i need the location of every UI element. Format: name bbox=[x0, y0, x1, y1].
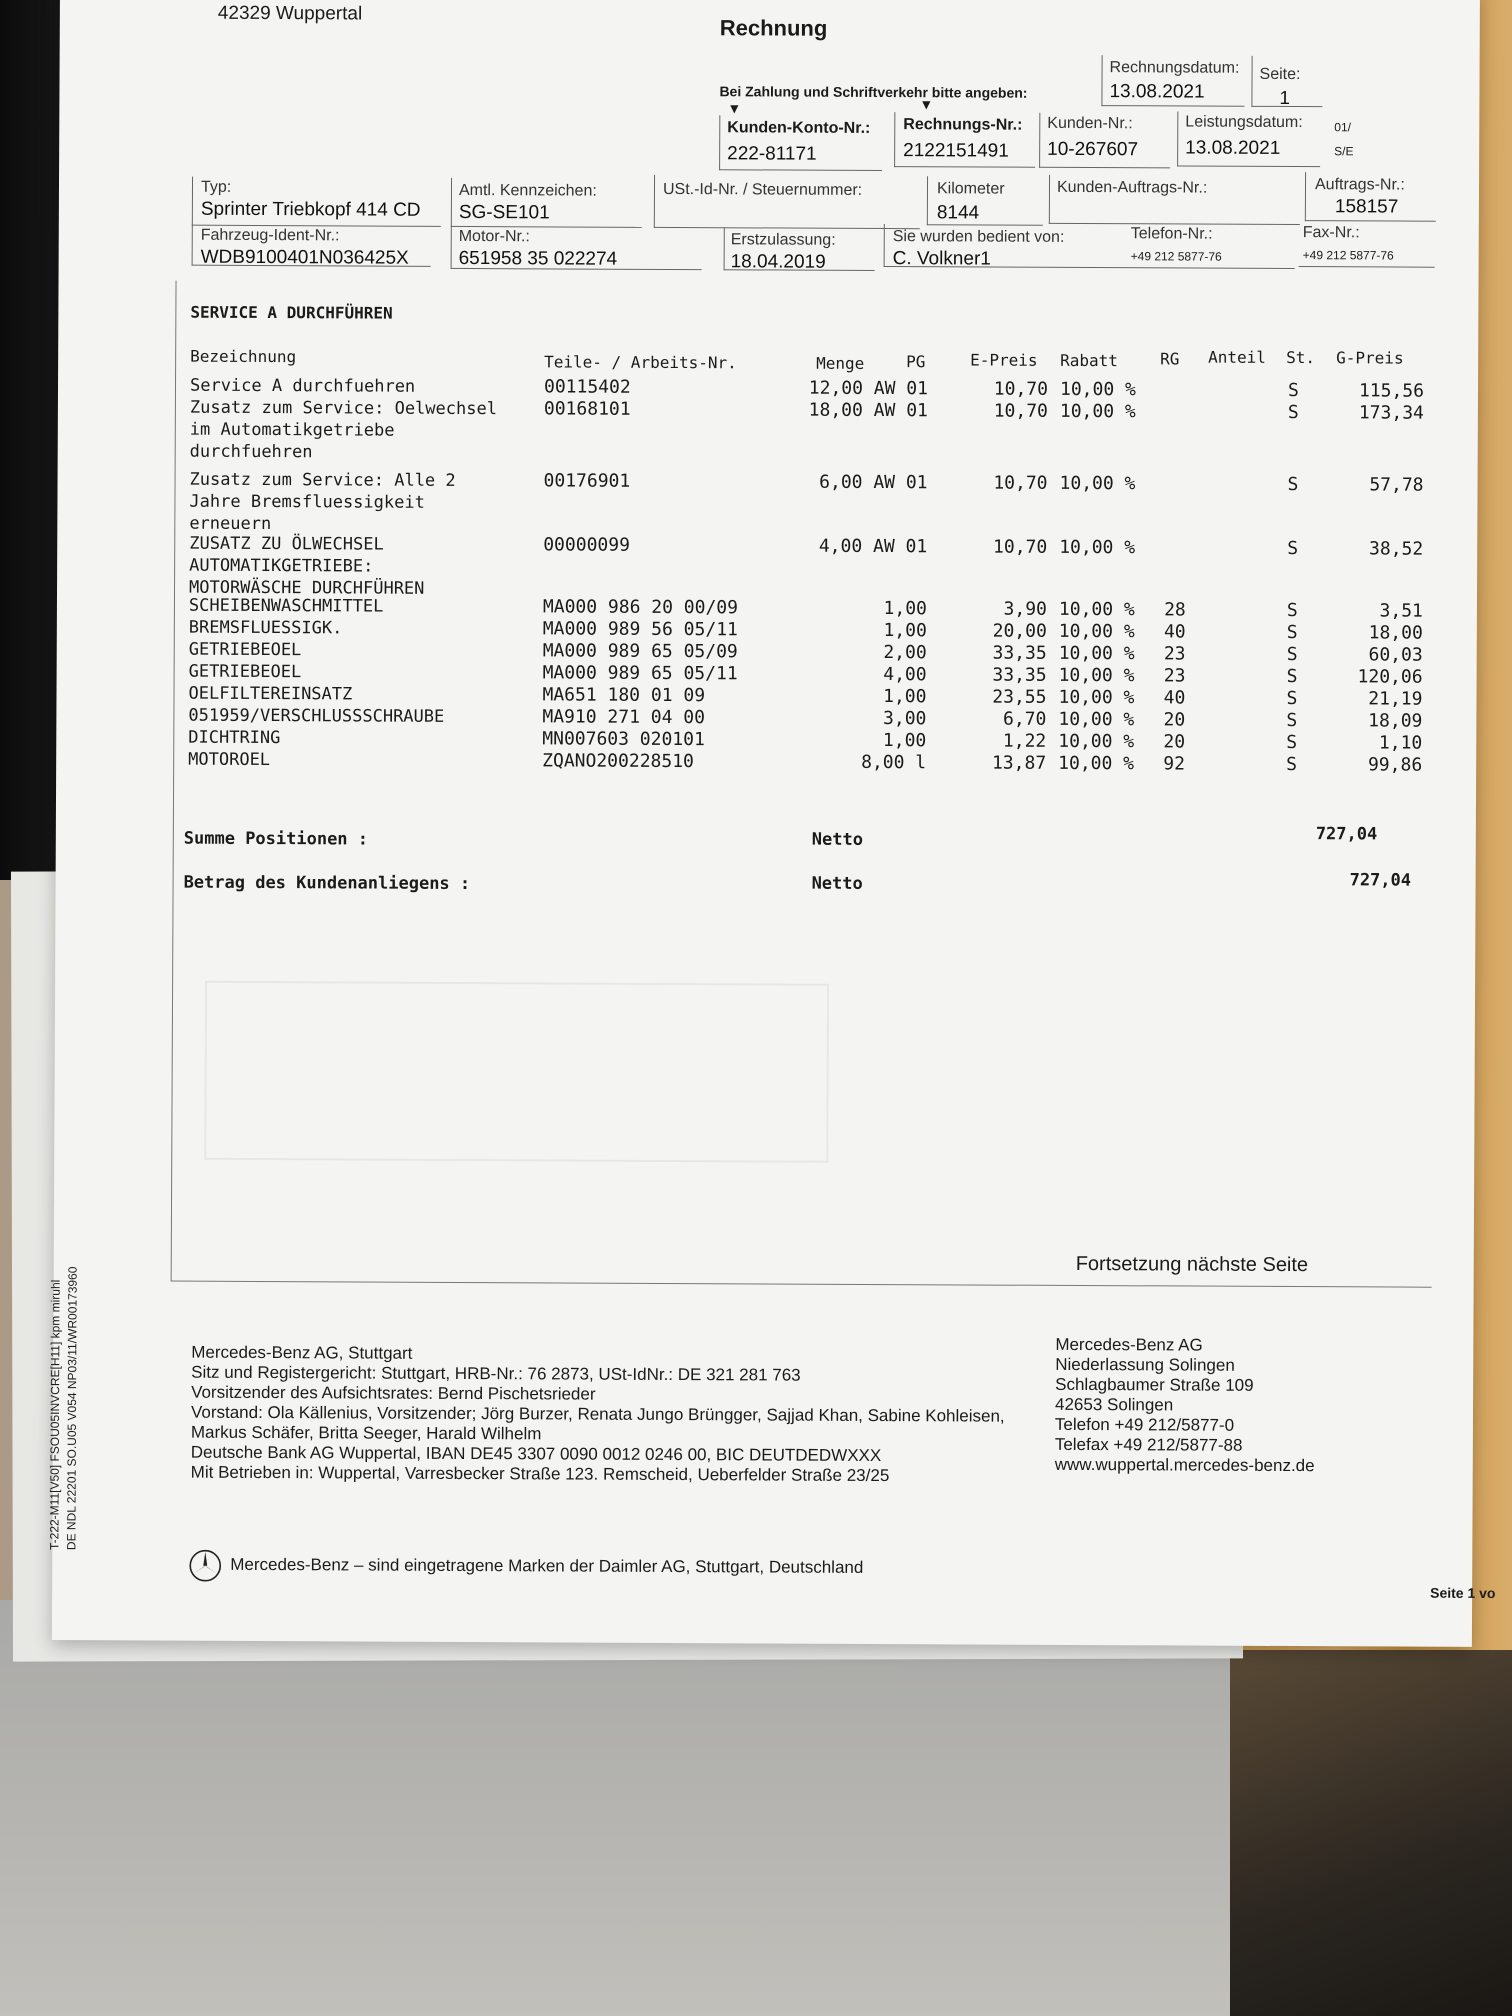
km-label: Kilometer bbox=[936, 180, 1005, 198]
telefon-value: +49 212 5877-76 bbox=[1130, 249, 1222, 264]
item-description-line: SCHEIBENWASCHMITTEL bbox=[188, 595, 384, 617]
item-total: 38,52 bbox=[1368, 538, 1424, 560]
item-part-number: 00000099 bbox=[543, 534, 630, 556]
item-discount: 10,00 % bbox=[1058, 708, 1135, 731]
footer-left-line: Deutsche Bank AG Wuppertal, IBAN DE45 3307 0090 0012 0246 00, BIC DEUTDEDWXXX bbox=[190, 1442, 882, 1466]
item-part-number: MA000 989 65 05/11 bbox=[542, 662, 738, 685]
item-tax-code: S bbox=[1286, 754, 1298, 776]
fax-label: Fax-Nr.: bbox=[1302, 224, 1360, 242]
item-total: 173,34 bbox=[1358, 402, 1424, 424]
seite-value: 1 bbox=[1279, 87, 1291, 110]
item-quantity: 4,00 bbox=[883, 664, 927, 686]
item-part-number: MA000 989 65 05/09 bbox=[542, 640, 738, 663]
item-description-line: DICHTRING bbox=[188, 727, 281, 749]
item-description-line: GETRIEBEOEL bbox=[188, 661, 302, 683]
arrow-down-icon: ▼ bbox=[727, 100, 742, 117]
betrag-label: Betrag des Kundenanliegens : bbox=[183, 872, 471, 895]
kunden-konto-value: 222-81171 bbox=[727, 143, 817, 165]
item-part-number: MA000 986 20 00/09 bbox=[542, 596, 739, 619]
item-discount: 10,00 % bbox=[1058, 620, 1135, 643]
item-rg: 40 bbox=[1163, 621, 1186, 643]
item-description-line: Service A durchfuehren bbox=[189, 375, 416, 397]
col-pg: PG bbox=[906, 352, 926, 372]
item-quantity: 1,00 bbox=[883, 598, 927, 620]
footer-right-line: Telefax +49 212/5877-88 bbox=[1054, 1434, 1243, 1455]
item-tax-code: S bbox=[1286, 688, 1298, 710]
item-description-line: durchfuehren bbox=[189, 441, 313, 463]
section-title: SERVICE A DURCHFÜHREN bbox=[190, 302, 393, 323]
item-unit-price: 23,55 bbox=[992, 686, 1047, 708]
footer-left-line: Mercedes-Benz AG, Stuttgart bbox=[191, 1342, 413, 1363]
item-total: 115,56 bbox=[1358, 380, 1425, 402]
fax-value: +49 212 5877-76 bbox=[1302, 248, 1394, 263]
kennzeichen-value: SG-SE101 bbox=[458, 201, 550, 224]
betrag-netto: Netto bbox=[811, 873, 863, 894]
item-description-line: GETRIEBEOEL bbox=[188, 639, 302, 661]
fin-label: Fahrzeug-Ident-Nr.: bbox=[200, 226, 340, 245]
item-part-number: MA000 989 56 05/11 bbox=[542, 618, 738, 641]
col-bezeichnung: Bezeichnung bbox=[190, 346, 297, 367]
item-rg: 92 bbox=[1163, 753, 1186, 775]
motor-label: Motor-Nr.: bbox=[458, 227, 530, 246]
item-tax-code: S bbox=[1287, 474, 1299, 496]
item-rg: 23 bbox=[1163, 643, 1186, 665]
item-tax-code: S bbox=[1287, 402, 1299, 424]
item-quantity: 4,00 AW 01 bbox=[818, 535, 928, 558]
item-quantity: 6,00 AW 01 bbox=[819, 471, 928, 494]
item-unit-price: 10,70 bbox=[993, 378, 1049, 400]
item-quantity: 12,00 AW 01 bbox=[808, 377, 929, 400]
auftrags-nr-value: 158157 bbox=[1334, 196, 1399, 218]
item-quantity: 3,00 bbox=[882, 708, 927, 730]
item-unit-price: 10,70 bbox=[993, 536, 1048, 558]
item-discount: 10,00 % bbox=[1058, 664, 1135, 687]
typ-value: Sprinter Triebkopf 414 CD bbox=[200, 198, 421, 221]
item-rg: 23 bbox=[1163, 665, 1186, 687]
side-code-1: T-222-M11[V50] FSOU05INVCRE[H11] kpm miruhl bbox=[47, 1279, 63, 1551]
page-frame bbox=[171, 281, 1437, 1288]
kunden-nr-value: 10-267607 bbox=[1047, 138, 1139, 161]
item-total: 3,51 bbox=[1379, 600, 1423, 622]
betrag-value: 727,04 bbox=[1349, 870, 1412, 891]
item-total: 120,06 bbox=[1357, 666, 1423, 688]
item-description-line: Zusatz zum Service: Oelwechsel bbox=[189, 397, 498, 420]
item-quantity: 1,00 bbox=[883, 620, 927, 642]
col-rg: RG bbox=[1160, 349, 1180, 369]
rechnungsdatum-value: 13.08.2021 bbox=[1109, 81, 1205, 103]
arrow-down-icon: ▼ bbox=[919, 96, 934, 113]
footer-left-line: Sitz und Registergericht: Stuttgart, HRB-Nr.: 76 2873, USt-IdNr.: DE 321 281 763 bbox=[191, 1362, 801, 1385]
item-rg: 20 bbox=[1163, 709, 1186, 731]
item-tax-code: S bbox=[1286, 666, 1298, 688]
side-code-2: DE NDL 22201 SO.U05 V054 NP03/11/WR00173960 bbox=[64, 1266, 80, 1551]
rechnungsdatum-label: Rechnungsdatum: bbox=[1109, 59, 1240, 77]
item-total: 1,10 bbox=[1378, 732, 1423, 754]
item-description-line: Zusatz zum Service: Alle 2 bbox=[189, 469, 456, 491]
kunden-nr-label: Kunden-Nr.: bbox=[1047, 114, 1133, 133]
page-title: Rechnung bbox=[719, 15, 828, 41]
footer-right-line: Telefon +49 212/5877-0 bbox=[1054, 1414, 1235, 1435]
typ-label: Typ: bbox=[200, 178, 232, 196]
item-description-line: OELFILTEREINSATZ bbox=[188, 683, 353, 705]
item-rg: 40 bbox=[1163, 687, 1186, 709]
address-line: 42329 Wuppertal bbox=[217, 2, 363, 25]
item-tax-code: S bbox=[1286, 732, 1298, 754]
col-gpreis: G-Preis bbox=[1336, 348, 1404, 368]
item-unit-price: 33,35 bbox=[992, 664, 1047, 686]
item-total: 57,78 bbox=[1369, 474, 1424, 496]
summe-value: 727,04 bbox=[1315, 824, 1378, 845]
footer-branch bbox=[1055, 1335, 1316, 1476]
item-tax-code: S bbox=[1286, 622, 1298, 644]
brand-line: Mercedes-Benz – sind eingetragene Marken der Daimler AG, Stuttgart, Deutschland bbox=[230, 1554, 864, 1577]
item-description-line: ZUSATZ ZU ÖLWECHSEL bbox=[189, 533, 384, 555]
item-description-line: BREMSFLUESSIGK. bbox=[188, 617, 343, 639]
ust-label: USt.-Id-Nr. / Steuernummer: bbox=[662, 180, 863, 199]
item-unit-price: 10,70 bbox=[993, 472, 1048, 494]
footer-left-line: Mit Betrieben in: Wuppertal, Varresbecker Straße 123. Remscheid, Ueberfelder Straße 23/25 bbox=[190, 1462, 890, 1486]
item-part-number: ZQANO200228510 bbox=[542, 750, 694, 773]
item-tax-code: S bbox=[1286, 710, 1298, 732]
continuation-note: Fortsetzung nächste Seite bbox=[1075, 1252, 1309, 1277]
item-total: 18,09 bbox=[1368, 710, 1423, 732]
item-unit-price: 10,70 bbox=[993, 400, 1048, 422]
kunden-konto-label: Kunden-Konto-Nr.: bbox=[727, 119, 871, 137]
footer-right-line: 42653 Solingen bbox=[1055, 1394, 1174, 1415]
footer-left-line: Vorsitzender des Aufsichtsrates: Bernd Pischetsrieder bbox=[191, 1382, 596, 1404]
footer-company bbox=[191, 1343, 1005, 1487]
km-value: 8144 bbox=[936, 202, 980, 224]
col-epreis: E-Preis bbox=[970, 350, 1038, 370]
leistungsdatum-label: Leistungsdatum: bbox=[1185, 113, 1303, 132]
item-quantity: 1,00 bbox=[882, 730, 927, 752]
item-description-line: AUTOMATIKGETRIEBE: bbox=[189, 555, 374, 577]
kennzeichen-label: Amtl. Kennzeichen: bbox=[458, 181, 597, 200]
seite-label: Seite: bbox=[1259, 65, 1301, 84]
item-description-line: erneuern bbox=[189, 513, 272, 535]
kunden-auftrag-label: Kunden-Auftrags-Nr.: bbox=[1056, 178, 1208, 197]
item-description-line: im Automatikgetriebe bbox=[189, 419, 395, 441]
dark-corner bbox=[1230, 1650, 1512, 2016]
item-total: 18,00 bbox=[1368, 622, 1423, 644]
payment-note: Bei Zahlung und Schriftverkehr bitte angeben: bbox=[719, 83, 1028, 101]
item-tax-code: S bbox=[1286, 644, 1298, 666]
item-rg: 20 bbox=[1163, 731, 1186, 753]
footer-right-line: Mercedes-Benz AG bbox=[1055, 1334, 1203, 1355]
rechnungs-nr-value: 2122151491 bbox=[903, 140, 1009, 162]
footer-left-line: Markus Schäfer, Britta Seeger, Harald Wilhelm bbox=[190, 1422, 542, 1444]
item-description-line: 051959/VERSCHLUSSSCHRAUBE bbox=[188, 705, 445, 727]
col-rabatt: Rabatt bbox=[1060, 350, 1118, 371]
item-total: 99,86 bbox=[1367, 754, 1423, 776]
page-footer: Seite 1 vo bbox=[1430, 1584, 1496, 1602]
item-discount: 10,00 % bbox=[1058, 752, 1135, 775]
item-tax-code: S bbox=[1287, 538, 1299, 560]
item-part-number: 00176901 bbox=[543, 470, 631, 492]
item-discount: 10,00 % bbox=[1059, 536, 1136, 559]
item-description-line: MOTOROEL bbox=[188, 749, 271, 771]
footer-right-line: Schlagbaumer Straße 109 bbox=[1055, 1374, 1254, 1395]
item-rg: 28 bbox=[1164, 599, 1186, 621]
item-quantity: 2,00 bbox=[883, 642, 927, 664]
col-teile: Teile- / Arbeits-Nr. bbox=[544, 352, 737, 373]
bedient-label: Sie wurden bedient von: bbox=[892, 228, 1065, 246]
item-unit-price: 3,90 bbox=[1003, 598, 1047, 620]
summe-label: Summe Positionen : bbox=[183, 828, 369, 850]
footer-right-line: www.wuppertal.mercedes-benz.de bbox=[1054, 1454, 1315, 1476]
fin-value: WDB9100401N036425X bbox=[200, 246, 409, 269]
item-part-number: MA651 180 01 09 bbox=[542, 684, 706, 707]
footer-left-line: Vorstand: Ola Källenius, Vorsitzender; Jörg Burzer, Renata Jungo Brüngger, Sajjad Khan, Sabine Kohleisen, bbox=[190, 1402, 1005, 1426]
leistungsdatum-value: 13.08.2021 bbox=[1185, 137, 1281, 159]
item-discount: 10,00 % bbox=[1058, 642, 1135, 665]
col-anteil: Anteil bbox=[1208, 347, 1267, 367]
item-description-line: MOTORWÄSCHE DURCHFÜHREN bbox=[188, 577, 425, 599]
item-discount: 10,00 % bbox=[1058, 686, 1135, 709]
item-unit-price: 6,70 bbox=[1002, 708, 1047, 730]
item-quantity: 1,00 bbox=[883, 686, 927, 708]
item-total: 60,03 bbox=[1368, 644, 1423, 666]
desk-surface bbox=[0, 1600, 1260, 2016]
item-quantity: 8,00 l bbox=[861, 751, 927, 774]
invoice-page bbox=[47, 0, 1496, 1647]
col-menge: Menge bbox=[816, 353, 865, 373]
auftrags-nr-label: Auftrags-Nr.: bbox=[1314, 176, 1405, 194]
item-description-line: Jahre Bremsfluessigkeit bbox=[189, 491, 425, 513]
motor-value: 651958 35 022274 bbox=[458, 247, 618, 270]
item-discount: 10,00 % bbox=[1058, 598, 1135, 621]
item-discount: 10,00 % bbox=[1059, 400, 1136, 423]
telefon-label: Telefon-Nr.: bbox=[1130, 225, 1213, 243]
item-tax-code: S bbox=[1286, 600, 1298, 622]
rechnungs-nr-label: Rechnungs-Nr.: bbox=[903, 116, 1023, 134]
code-01: 01/ bbox=[1334, 120, 1352, 135]
footer-right-line: Niederlassung Solingen bbox=[1055, 1354, 1235, 1375]
summe-netto: Netto bbox=[811, 829, 864, 850]
mercedes-star-icon bbox=[188, 1549, 222, 1588]
item-discount: 10,00 % bbox=[1059, 378, 1136, 401]
col-st: St. bbox=[1286, 347, 1316, 368]
code-se: S/E bbox=[1334, 144, 1354, 159]
erstzulassung-value: 18.04.2019 bbox=[730, 251, 826, 273]
erstzulassung-label: Erstzulassung: bbox=[730, 231, 836, 249]
item-unit-price: 13,87 bbox=[991, 752, 1047, 774]
item-unit-price: 33,35 bbox=[992, 642, 1047, 664]
item-total: 21,19 bbox=[1368, 688, 1423, 710]
item-discount: 10,00 % bbox=[1059, 472, 1136, 495]
item-tax-code: S bbox=[1287, 380, 1299, 402]
bedient-value: C. Volkner1 bbox=[892, 248, 991, 270]
item-quantity: 18,00 AW 01 bbox=[808, 399, 928, 422]
item-unit-price: 20,00 bbox=[992, 620, 1047, 642]
item-discount: 10,00 % bbox=[1058, 730, 1135, 753]
item-part-number: MN007603 020101 bbox=[542, 728, 705, 751]
item-unit-price: 1,22 bbox=[1002, 730, 1047, 752]
item-part-number: 00115402 bbox=[543, 376, 631, 398]
item-part-number: MA910 271 04 00 bbox=[542, 706, 706, 729]
item-part-number: 00168101 bbox=[543, 398, 631, 420]
